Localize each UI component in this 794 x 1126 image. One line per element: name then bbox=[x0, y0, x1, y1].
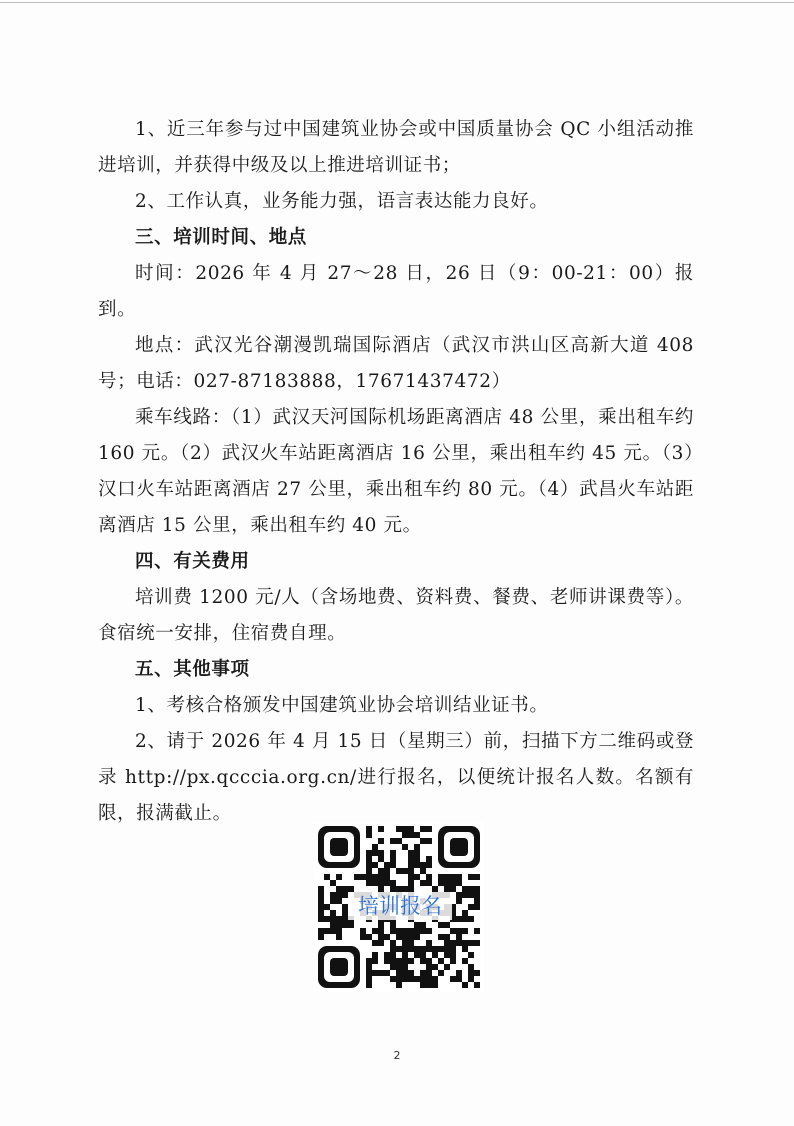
qr-label: 培训报名 bbox=[348, 892, 452, 920]
training-time: 时间：2026 年 4 月 27～28 日，26 日（9：00-21：00）报到。 bbox=[98, 263, 694, 320]
section-5-heading: 五、其他事项 bbox=[135, 659, 250, 680]
fee-details: 培训费 1200 元/人（含场地费、资料费、餐费、老师讲课费等）。食宿统一安排，住宿费自理。 bbox=[98, 587, 694, 644]
registration-qr-code[interactable] bbox=[314, 822, 484, 992]
page-number: 2 bbox=[393, 1049, 401, 1062]
other-item-1: 1、考核合格颁发中国建筑业协会培训结业证书。 bbox=[135, 695, 549, 716]
requirement-2: 2、工作认真，业务能力强，语言表达能力良好。 bbox=[135, 191, 549, 212]
transport-routes: 乘车线路：（1）武汉天河国际机场距离酒店 48 公里，乘出租车约 160 元。（2）武汉火车站距离酒店 16 公里，乘出租车约 45 元。（3）汉口火车站距离酒店 27 公里，乘出租车约 80 元。（4）武昌火车站距离酒店 15 公里，乘出租车约 40 元。 bbox=[98, 407, 694, 536]
top-rule bbox=[0, 2, 794, 3]
document-body bbox=[98, 112, 694, 832]
requirement-1: 1、近三年参与过中国建筑业协会或中国质量协会 QC 小组活动推进培训，并获得中级及以上推进培训证书； bbox=[98, 119, 694, 176]
training-place: 地点：武汉光谷潮漫凯瑞国际酒店（武汉市洪山区高新大道 408 号；电话：027-87183888，17671437472） bbox=[98, 335, 694, 392]
section-3-heading: 三、培训时间、地点 bbox=[135, 227, 307, 248]
section-4-heading: 四、有关费用 bbox=[135, 551, 250, 572]
other-item-2: 2、请于 2026 年 4 月 15 日（星期三）前，扫描下方二维码或登录 http://px.qcccia.org.cn/进行报名，以便统计报名人数。名额有限，报满截止。 bbox=[98, 731, 694, 824]
